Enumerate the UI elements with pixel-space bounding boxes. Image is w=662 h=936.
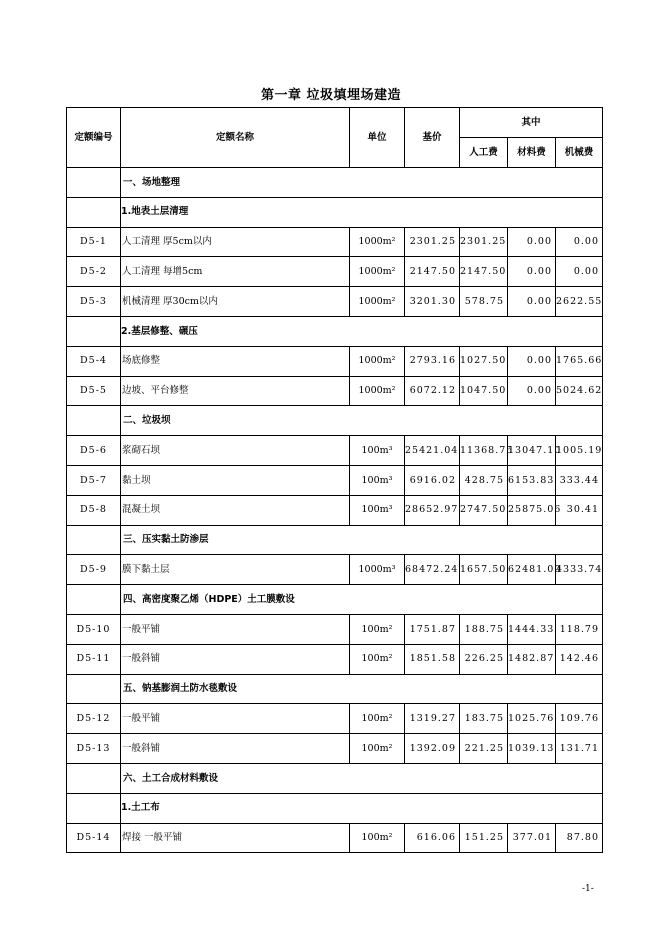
- row-unit: 1000m²: [350, 257, 405, 287]
- table-header-row: [67, 108, 603, 138]
- subsection-title: 1.土工布: [121, 793, 603, 823]
- row-labor: 2301.25: [460, 227, 508, 257]
- row-code: D5-11: [67, 644, 121, 674]
- table-row: [67, 376, 603, 406]
- row-material: 0.00: [508, 227, 556, 257]
- row-machine: 109.76: [556, 704, 603, 734]
- subsection-title: 1.地表土层清理: [121, 197, 603, 227]
- table-row: [67, 704, 603, 734]
- row-material: 13047.10: [508, 436, 556, 466]
- row-labor: 11368.75: [460, 436, 508, 466]
- row-material: 62481.00: [508, 555, 556, 585]
- row-base-price: 1751.87: [405, 614, 460, 644]
- table-row: [67, 436, 603, 466]
- row-material: 377.01: [508, 823, 556, 853]
- subsection-title: 2.基层修整、碾压: [121, 316, 603, 346]
- row-name: 黏土坝: [121, 465, 350, 495]
- page-number: -1-: [582, 884, 594, 894]
- table-row: [67, 823, 603, 853]
- row-base-price: 1392.09: [405, 734, 460, 764]
- row-unit: 1000m³: [350, 555, 405, 585]
- row-base-price: 616.06: [405, 823, 460, 853]
- header-unit: 单位: [350, 108, 405, 168]
- row-base-price: 2793.16: [405, 346, 460, 376]
- row-name: 人工清理 厚5cm以内: [121, 227, 350, 257]
- row-name: 一般平铺: [121, 614, 350, 644]
- row-material: 0.00: [508, 346, 556, 376]
- row-unit: 1000m²: [350, 346, 405, 376]
- row-material: 0.00: [508, 376, 556, 406]
- table-row: [67, 257, 603, 287]
- row-code-empty: [67, 316, 121, 346]
- table-row: [67, 644, 603, 674]
- section-title: 五、钠基膨润土防水毯敷设: [121, 674, 603, 704]
- header-base-price: 基价: [405, 108, 460, 168]
- header-name: 定额名称: [121, 108, 350, 168]
- row-base-price: 68472.24: [405, 555, 460, 585]
- subsection-row: [67, 793, 603, 823]
- row-name: 浆砌石坝: [121, 436, 350, 466]
- row-base-price: 28652.97: [405, 495, 460, 525]
- row-machine: 131.71: [556, 734, 603, 764]
- row-base-price: 2147.50: [405, 257, 460, 287]
- row-labor: 428.75: [460, 465, 508, 495]
- row-machine: 1005.19: [556, 436, 603, 466]
- row-name: 场底修整: [121, 346, 350, 376]
- row-labor: 226.25: [460, 644, 508, 674]
- row-base-price: 6072.12: [405, 376, 460, 406]
- row-machine: 333.44: [556, 465, 603, 495]
- row-labor: 1027.50: [460, 346, 508, 376]
- row-material: 6153.83: [508, 465, 556, 495]
- row-code: D5-1: [67, 227, 121, 257]
- section-title: 三、压实黏土防渗层: [121, 525, 603, 555]
- row-unit: 1000m²: [350, 376, 405, 406]
- table-row: [67, 346, 603, 376]
- row-unit: 100m³: [350, 436, 405, 466]
- row-unit: 100m²: [350, 614, 405, 644]
- row-code: D5-6: [67, 436, 121, 466]
- page-title: 第一章 垃圾填埋场建造: [260, 88, 402, 103]
- subsection-row: [67, 197, 603, 227]
- row-base-price: 25421.04: [405, 436, 460, 466]
- row-base-price: 2301.25: [405, 227, 460, 257]
- row-code: D5-13: [67, 734, 121, 764]
- row-unit: 100m²: [350, 644, 405, 674]
- row-labor: 1657.50: [460, 555, 508, 585]
- row-base-price: 3201.30: [405, 287, 460, 317]
- row-name: 一般斜铺: [121, 644, 350, 674]
- row-code-empty: [67, 406, 121, 436]
- row-base-price: 6916.02: [405, 465, 460, 495]
- section-row: [67, 168, 603, 198]
- row-code: D5-14: [67, 823, 121, 853]
- row-material: 0.00: [508, 287, 556, 317]
- table-row: [67, 227, 603, 257]
- row-material: 1039.13: [508, 734, 556, 764]
- row-name: 边坡、平台修整: [121, 376, 350, 406]
- row-code: D5-10: [67, 614, 121, 644]
- row-code-empty: [67, 763, 121, 793]
- row-code-empty: [67, 197, 121, 227]
- row-code: D5-5: [67, 376, 121, 406]
- row-code-empty: [67, 525, 121, 555]
- section-row: [67, 406, 603, 436]
- row-base-price: 1851.58: [405, 644, 460, 674]
- section-row: [67, 763, 603, 793]
- row-machine: 0.00: [556, 227, 603, 257]
- subsection-row: [67, 316, 603, 346]
- row-unit: 100m²: [350, 823, 405, 853]
- row-unit: 1000m²: [350, 227, 405, 257]
- row-unit: 100m³: [350, 495, 405, 525]
- row-name: 一般平铺: [121, 704, 350, 734]
- row-code: D5-8: [67, 495, 121, 525]
- row-name: 一般斜铺: [121, 734, 350, 764]
- row-material: 1444.33: [508, 614, 556, 644]
- row-unit: 1000m²: [350, 287, 405, 317]
- row-labor: 221.25: [460, 734, 508, 764]
- row-labor: 2747.50: [460, 495, 508, 525]
- section-row: [67, 674, 603, 704]
- header-code: 定额编号: [67, 108, 121, 168]
- row-machine: 142.46: [556, 644, 603, 674]
- section-title: 六、土工合成材料敷设: [121, 763, 603, 793]
- row-code: D5-12: [67, 704, 121, 734]
- row-machine: 5024.62: [556, 376, 603, 406]
- row-machine: 1765.66: [556, 346, 603, 376]
- section-title: 二、垃圾坝: [121, 406, 603, 436]
- table-row: [67, 465, 603, 495]
- row-unit: 100m³: [350, 465, 405, 495]
- row-machine: 87.80: [556, 823, 603, 853]
- row-machine: 2622.55: [556, 287, 603, 317]
- row-labor: 151.25: [460, 823, 508, 853]
- row-code-empty: [67, 793, 121, 823]
- row-labor: 1047.50: [460, 376, 508, 406]
- row-material: 1025.76: [508, 704, 556, 734]
- row-material: 25875.06: [508, 495, 556, 525]
- row-machine: 4333.74: [556, 555, 603, 585]
- row-labor: 188.75: [460, 614, 508, 644]
- row-labor: 578.75: [460, 287, 508, 317]
- header-labor: 人工费: [460, 138, 508, 168]
- row-unit: 100m²: [350, 704, 405, 734]
- section-row: [67, 585, 603, 615]
- row-code-empty: [67, 585, 121, 615]
- row-name: 人工清理 每增5cm: [121, 257, 350, 287]
- row-machine: 0.00: [556, 257, 603, 287]
- quota-table: [66, 107, 603, 853]
- row-code: D5-4: [67, 346, 121, 376]
- section-title: 四、高密度聚乙烯（HDPE）土工膜敷设: [121, 585, 603, 615]
- row-machine: 30.41: [556, 495, 603, 525]
- header-material: 材料费: [508, 138, 556, 168]
- row-labor: 2147.50: [460, 257, 508, 287]
- row-code-empty: [67, 168, 121, 198]
- row-name: 混凝土坝: [121, 495, 350, 525]
- table-row: [67, 614, 603, 644]
- row-material: 0.00: [508, 257, 556, 287]
- row-machine: 118.79: [556, 614, 603, 644]
- row-base-price: 1319.27: [405, 704, 460, 734]
- row-code: D5-9: [67, 555, 121, 585]
- row-labor: 183.75: [460, 704, 508, 734]
- row-code: D5-2: [67, 257, 121, 287]
- table-row: [67, 495, 603, 525]
- header-machine: 机械费: [556, 138, 603, 168]
- header-group: 其中: [460, 108, 603, 138]
- row-name: 膜下黏土层: [121, 555, 350, 585]
- row-code: D5-3: [67, 287, 121, 317]
- row-code-empty: [67, 674, 121, 704]
- table-row: [67, 287, 603, 317]
- row-name: 机械清理 厚30cm以内: [121, 287, 350, 317]
- row-name: 焊接 一般平铺: [121, 823, 350, 853]
- row-unit: 100m²: [350, 734, 405, 764]
- table-row: [67, 734, 603, 764]
- section-row: [67, 525, 603, 555]
- section-title: 一、场地整理: [121, 168, 603, 198]
- row-material: 1482.87: [508, 644, 556, 674]
- table-row: [67, 555, 603, 585]
- row-code: D5-7: [67, 465, 121, 495]
